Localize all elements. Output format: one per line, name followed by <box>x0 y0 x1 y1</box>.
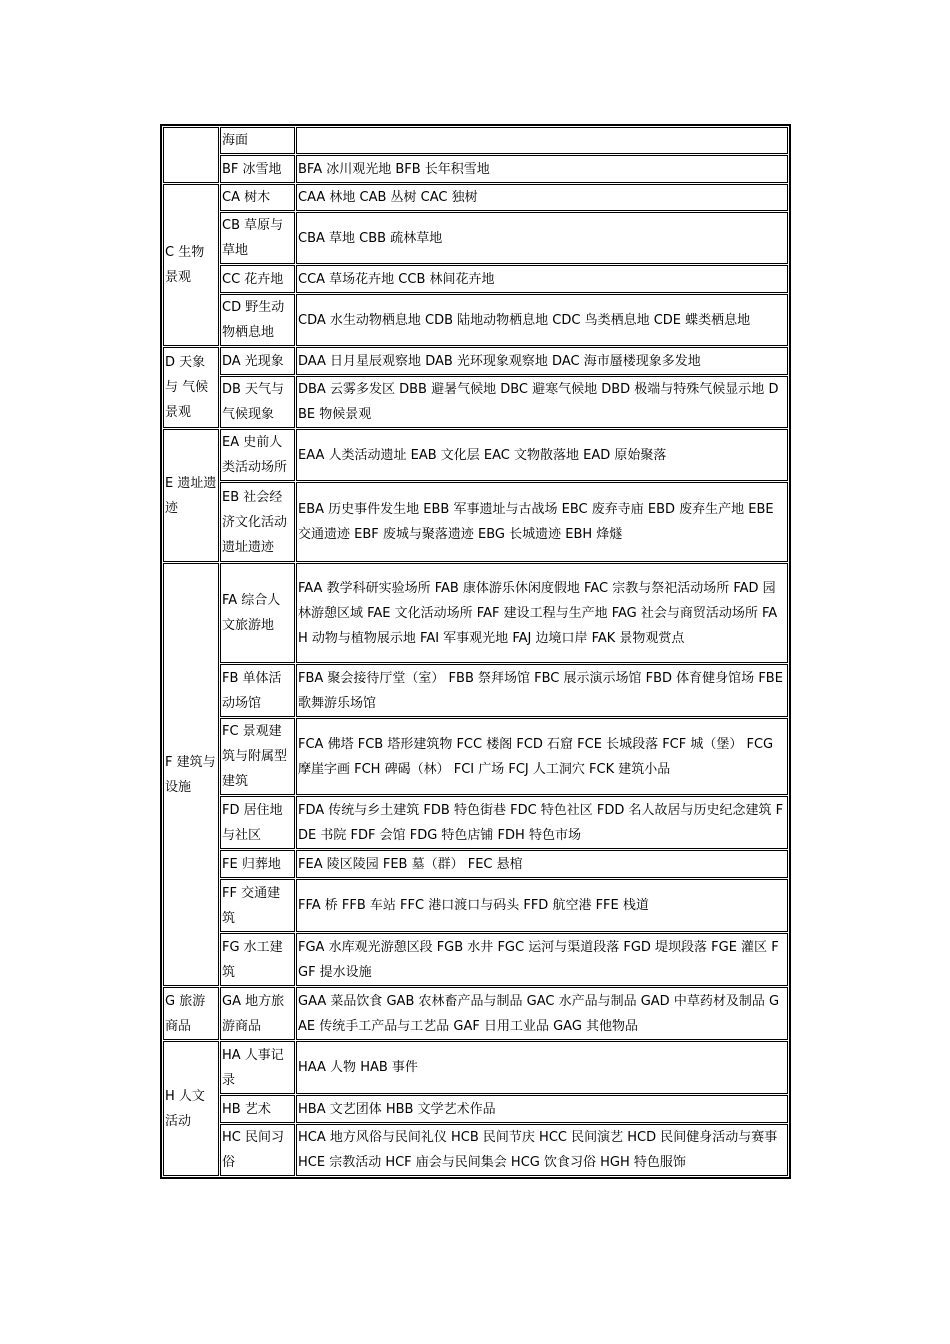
sub-category-cell: FD 居住地与社区 <box>220 796 295 849</box>
table-row <box>163 294 788 346</box>
basic-type-cell: HCA 地方风俗与民间礼仪 HCB 民间节庆 HCC 民间演艺 HCD 民间健身活动与赛事 HCE 宗教活动 HCF 庙会与民间集会 HCG 饮食习俗 HGH 特色服饰 <box>296 1124 788 1176</box>
sub-category-cell: CB 草原与草地 <box>220 212 295 264</box>
sub-category-cell: FG 水工建筑 <box>220 933 295 986</box>
main-category-cell: C 生物景观 <box>163 184 219 346</box>
sub-category-cell: FE 归葬地 <box>220 850 295 878</box>
sub-category-cell: CA 树木 <box>220 184 295 211</box>
sub-category-cell: DA 光现象 <box>220 347 295 375</box>
sub-category-cell: CC 花卉地 <box>220 265 295 293</box>
sub-category-cell: 海面 <box>220 127 295 154</box>
table-row <box>163 987 788 1040</box>
basic-type-cell: FAA 教学科研实验场所 FAB 康体游乐休闲度假地 FAC 宗教与祭祀活动场所 FAD 园林游憩区域 FAE 文化活动场所 FAF 建设工程与生产地 FAG 社会与商贸活动场所 FAH 动物与植物展示地 FAI 军事观光地 FAJ 边境口岸 FAK 景物观赏点 <box>296 563 788 663</box>
table-row <box>163 212 788 264</box>
table-row <box>163 796 788 849</box>
table-row <box>163 563 788 663</box>
main-category-cell: H 人文活动 <box>163 1041 219 1176</box>
table-row <box>163 718 788 795</box>
sub-category-cell: HA 人事记录 <box>220 1041 295 1094</box>
basic-type-cell: DAA 日月星辰观察地 DAB 光环现象观察地 DAC 海市蜃楼现象多发地 <box>296 347 788 375</box>
sub-category-cell: EA 史前人类活动场所 <box>220 429 295 481</box>
basic-type-cell: DBA 云雾多发区 DBB 避暑气候地 DBC 避寒气候地 DBD 极端与特殊气候显示地 DBE 物候景观 <box>296 376 788 428</box>
basic-type-cell: FFA 桥 FFB 车站 FFC 港口渡口与码头 FFD 航空港 FFE 栈道 <box>296 879 788 932</box>
table-row <box>163 347 788 375</box>
table-row <box>163 1124 788 1176</box>
sub-category-cell: FA 综合人文旅游地 <box>220 563 295 663</box>
main-category-cell <box>163 127 219 183</box>
sub-category-cell: DB 天气与气候现象 <box>220 376 295 428</box>
basic-type-cell: CCA 草场花卉地 CCB 林间花卉地 <box>296 265 788 293</box>
basic-type-cell: FCA 佛塔 FCB 塔形建筑物 FCC 楼阁 FCD 石窟 FCE 长城段落 FCF 城（堡） FCG 摩崖字画 FCH 碑碣（林） FCI 广场 FCJ 人工洞穴 FCK 建筑小品 <box>296 718 788 795</box>
sub-category-cell: FC 景观建筑与附属型建筑 <box>220 718 295 795</box>
table-row <box>163 1095 788 1123</box>
table-row <box>163 482 788 562</box>
main-category-cell: G 旅游商品 <box>163 987 219 1040</box>
sub-category-cell: HC 民间习俗 <box>220 1124 295 1176</box>
basic-type-cell: HBA 文艺团体 HBB 文学艺术作品 <box>296 1095 788 1123</box>
table-row <box>163 155 788 183</box>
table-row <box>163 664 788 717</box>
basic-type-cell: FEA 陵区陵园 FEB 墓（群） FEC 悬棺 <box>296 850 788 878</box>
sub-category-cell: GA 地方旅游商品 <box>220 987 295 1040</box>
main-category-cell: D 天象与 气候景观 <box>163 347 219 428</box>
basic-type-cell: FGA 水库观光游憩区段 FGB 水井 FGC 运河与渠道段落 FGD 堤坝段落 FGE 灌区 FGF 提水设施 <box>296 933 788 986</box>
table-row <box>163 1041 788 1094</box>
sub-category-cell: HB 艺术 <box>220 1095 295 1123</box>
classification-table-container <box>160 124 791 1179</box>
main-category-cell: F 建筑与设施 <box>163 563 219 986</box>
basic-type-cell: CDA 水生动物栖息地 CDB 陆地动物栖息地 CDC 鸟类栖息地 CDE 蝶类栖息地 <box>296 294 788 346</box>
basic-type-cell: BFA 冰川观光地 BFB 长年积雪地 <box>296 155 788 183</box>
table-row <box>163 376 788 428</box>
sub-category-cell: EB 社会经济文化活动遗址遗迹 <box>220 482 295 562</box>
basic-type-cell: EBA 历史事件发生地 EBB 军事遗址与古战场 EBC 废弃寺庙 EBD 废弃生产地 EBE 交通遗迹 EBF 废城与聚落遗迹 EBG 长城遗迹 EBH 烽燧 <box>296 482 788 562</box>
basic-type-cell <box>296 127 788 154</box>
table-row <box>163 879 788 932</box>
table-body <box>163 127 788 1176</box>
basic-type-cell: GAA 菜品饮食 GAB 农林畜产品与制品 GAC 水产品与制品 GAD 中草药材及制品 GAE 传统手工产品与工艺品 GAF 日用工业品 GAG 其他物品 <box>296 987 788 1040</box>
sub-category-cell: FF 交通建筑 <box>220 879 295 932</box>
main-category-cell: E 遗址遗迹 <box>163 429 219 562</box>
table-row <box>163 127 788 154</box>
tourism-resource-classification-table <box>160 124 791 1179</box>
basic-type-cell: HAA 人物 HAB 事件 <box>296 1041 788 1094</box>
basic-type-cell: FBA 聚会接待厅堂（室） FBB 祭拜场馆 FBC 展示演示场馆 FBD 体育健身馆场 FBE 歌舞游乐场馆 <box>296 664 788 717</box>
sub-category-cell: CD 野生动物栖息地 <box>220 294 295 346</box>
table-row <box>163 184 788 211</box>
table-row <box>163 933 788 986</box>
sub-category-cell: BF 冰雪地 <box>220 155 295 183</box>
table-row <box>163 429 788 481</box>
basic-type-cell: EAA 人类活动遗址 EAB 文化层 EAC 文物散落地 EAD 原始聚落 <box>296 429 788 481</box>
table-row <box>163 265 788 293</box>
basic-type-cell: CAA 林地 CAB 丛树 CAC 独树 <box>296 184 788 211</box>
basic-type-cell: CBA 草地 CBB 疏林草地 <box>296 212 788 264</box>
sub-category-cell: FB 单体活动场馆 <box>220 664 295 717</box>
table-row <box>163 850 788 878</box>
basic-type-cell: FDA 传统与乡土建筑 FDB 特色街巷 FDC 特色社区 FDD 名人故居与历史纪念建筑 FDE 书院 FDF 会馆 FDG 特色店铺 FDH 特色市场 <box>296 796 788 849</box>
